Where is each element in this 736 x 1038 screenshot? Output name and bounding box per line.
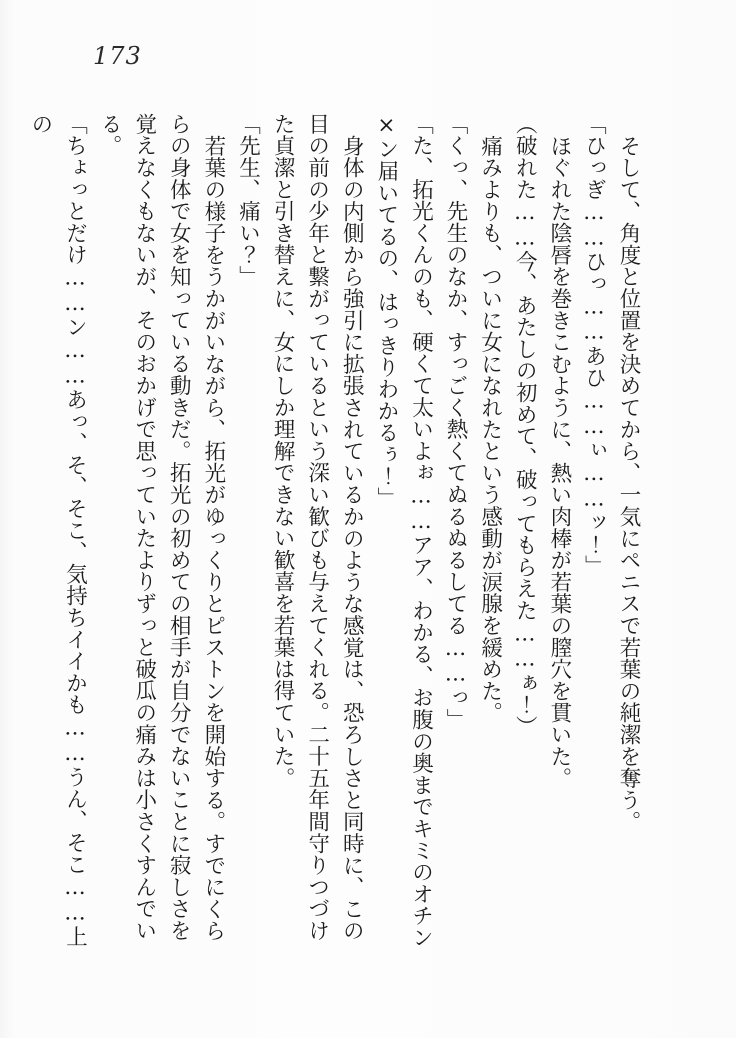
paragraph-narrative: 若葉の様子をうかがいながら、拓光がゆっくりとピストンを開始する。すでにくららの身体で女を知っている動きだ。拓光の初めての相手が自分でないことに寂しさを覚えなくもないが、そのおかげで思っていたよりずっと破瓜の痛みは小さくすんでいる。 <box>97 113 226 942</box>
paragraph-dialogue: 「ひっぎ……ひっ……あひ……ぃ……ッ！」 <box>581 113 607 577</box>
paragraph-narrative: 痛みよりも、ついに女になれたという感動が涙腺を緩めた。 <box>477 134 503 724</box>
paragraph-dialogue: 「先生、痛い？」 <box>235 113 261 288</box>
paragraph-dialogue: 「くっ、先生のなか、すっごく熱くてぬるぬるしてる……っ」 <box>443 113 469 731</box>
paragraph-thought: （破れた……今、あたしの初めて、破ってもらえた……ぁ！） <box>512 113 538 738</box>
vertical-text-block <box>22 113 645 959</box>
paragraph-dialogue: 「た、拓光くんのも、硬くて太いよぉ……アア、わかる、お腹の奥までキミのオチン×ン届いてるの、はっきりわかるぅ！」 <box>373 113 434 949</box>
paragraph-narrative: ほぐれた陰唇を巻きこむように、熱い肉棒が若葉の膣穴を貫いた。 <box>546 134 572 789</box>
paragraph-narrative: そして、角度と位置を決めてから、一気にペニスで若葉の純潔を奪う。 <box>616 134 641 833</box>
paragraph-narrative: 身体の内側から強引に拡張されているかのような感覚は、恐ろしさと同時に、この目の前の少年と繋がっているという深い歓びも与えてくれる。二十五年間守りつづけた貞潔と引き替えに、女にしか理解できない歓喜を若葉は得ていた。 <box>270 113 365 942</box>
page-number: 173 <box>93 42 142 70</box>
paragraph-dialogue: 「ちょっとだけ……ン……あっ、そ、そこ、気持ちイイかも……うん、そこ……上の <box>27 113 88 948</box>
